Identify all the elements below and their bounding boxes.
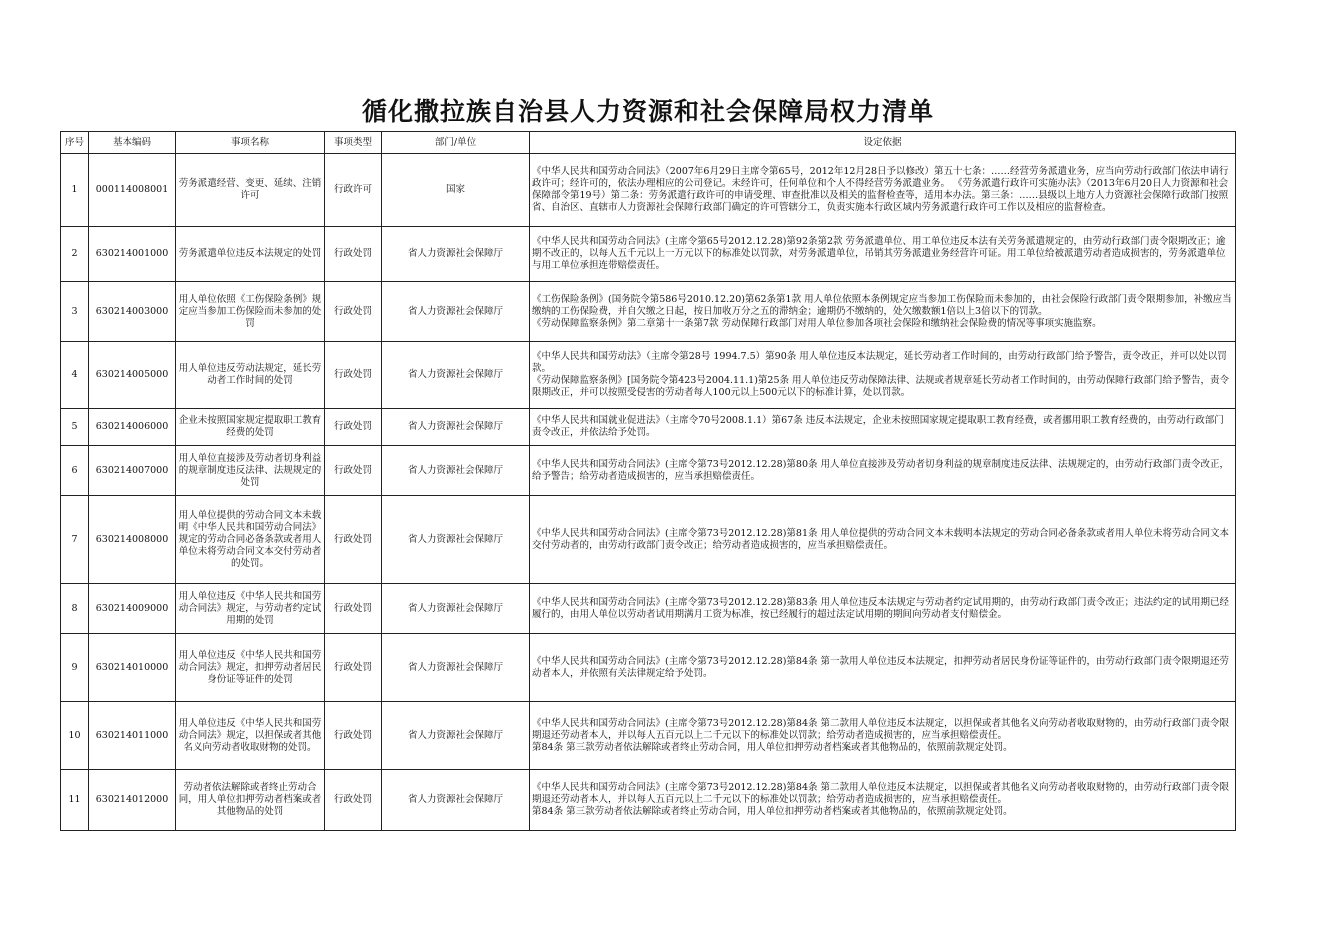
- row-type: 行政处罚: [325, 227, 382, 282]
- row-name: 企业未按照国家规定提取职工教育经费的处罚: [176, 409, 325, 446]
- table-row: [61, 154, 1236, 227]
- row-code: 000114008001: [89, 154, 176, 227]
- row-basis: 《中华人民共和国劳动合同法》(主席令第73号2012.12.28)第84条 第二款用人单位违反本法规定，以担保或者其他名义向劳动者收取财物的，由劳动行政部门责令限期退还劳动者本人，并以每人五百元以上二千元以下的标准处以罚款；给劳动者造成损害的，应当承担赔偿责任。 第84条 第三款劳动者依法解除或者终止劳动合同，用人单位扣押劳动者档案或者其他物品的，依照前款规定处罚。: [530, 702, 1236, 770]
- table-row: [61, 770, 1236, 831]
- row-basis: 《中华人民共和国劳动合同法》(主席令第73号2012.12.28)第80条 用人单位直接涉及劳动者切身利益的规章制度违反法律、法规规定的，由劳动行政部门责令改正，给予警告；给劳动者造成损害的，应当承担赔偿责任。: [530, 446, 1236, 496]
- col-header-name: 事项名称: [176, 132, 325, 154]
- row-basis: 《中华人民共和国劳动合同法》(主席令第73号2012.12.28)第84条 第一款用人单位违反本法规定，扣押劳动者居民身份证等证件的，由劳动行政部门责令限期退还劳动者本人，并依照有关法律规定给予处罚。: [530, 634, 1236, 702]
- row-dept: 省人力资源社会保障厅: [382, 227, 530, 282]
- row-dept: 省人力资源社会保障厅: [382, 282, 530, 342]
- row-name: 用人单位违反《中华人民共和国劳动合同法》规定，扣押劳动者居民身份证等证件的处罚: [176, 634, 325, 702]
- row-dept: 省人力资源社会保障厅: [382, 702, 530, 770]
- row-name: 用人单位直接涉及劳动者切身利益的规章制度违反法律、法规规定的处罚: [176, 446, 325, 496]
- row-no: 9: [61, 634, 89, 702]
- row-basis: 《工伤保险条例》(国务院令第586号2010.12.20)第62条第1款 用人单位依照本条例规定应当参加工伤保险而未参加的，由社会保险行政部门责令限期参加，补缴应当缴纳的工伤保险费，并自欠缴之日起，按日加收万分之五的滞纳金；逾期仍不缴纳的，处欠缴数额1倍以上3倍以下的罚款。 《劳动保障监察条例》第二章第十一条第7款 劳动保障行政部门对用人单位参加各项社会保险和缴纳社会保险费的情况等事项实施监察。: [530, 282, 1236, 342]
- row-no: 4: [61, 342, 89, 409]
- row-basis: 《中华人民共和国劳动合同法》(主席令第73号2012.12.28)第84条 第二款用人单位违反本法规定，以担保或者其他名义向劳动者收取财物的，由劳动行政部门责令限期退还劳动者本人，并以每人五百元以上二千元以下的标准处以罚款；给劳动者造成损害的，应当承担赔偿责任。 第84条 第三款劳动者依法解除或者终止劳动合同，用人单位扣押劳动者档案或者其他物品的，依照前款规定处罚。: [530, 770, 1236, 831]
- row-code: 630214003000: [89, 282, 176, 342]
- row-type: 行政处罚: [325, 702, 382, 770]
- row-basis: 《中华人民共和国劳动合同法》(主席令第65号2012.12.28)第92条第2款 劳务派遣单位、用工单位违反本法有关劳务派遣规定的，由劳动行政部门责令限期改正；逾期不改正的，以每人五千元以上一万元以下的标准处以罚款，对劳务派遣单位，吊销其劳务派遣业务经营许可证。用工单位给被派遣劳动者造成损害的，劳务派遣单位与用工单位承担连带赔偿责任。: [530, 227, 1236, 282]
- row-basis: 《中华人民共和国劳动合同法》(主席令第73号2012.12.28)第81条 用人单位提供的劳动合同文本未载明本法规定的劳动合同必备条款或者用人单位未将劳动合同文本交付劳动者的，由劳动行政部门责令改正；给劳动者造成损害的，应当承担赔偿责任。: [530, 496, 1236, 584]
- row-type: 行政许可: [325, 154, 382, 227]
- row-code: 630214011000: [89, 702, 176, 770]
- row-no: 5: [61, 409, 89, 446]
- row-name: 劳务派遣经营、变更、延续、注销许可: [176, 154, 325, 227]
- row-basis: 《中华人民共和国就业促进法》（主席令70号2008.1.1）第67条 违反本法规定，企业未按照国家规定提取职工教育经费，或者挪用职工教育经费的，由劳动行政部门责令改正，并依法给予处罚。: [530, 409, 1236, 446]
- row-basis: 《中华人民共和国劳动合同法》（2007年6月29日主席令第65号，2012年12月28日予以修改）第五十七条：……经营劳务派遣业务，应当向劳动行政部门依法申请行政许可；经许可的，依法办理相应的公司登记。未经许可，任何单位和个人不得经营劳务派遣业务。 《劳务派遣行政许可实施办法》（2013年6月20日人力资源和社会保障部令第19号）第二条：劳务派遣行政许可的申请受理、审查批准以及相关的监督检查等，适用本办法。第三条：……县级以上地方人力资源社会保障行政部门按照省、自治区、直辖市人力资源社会保障行政部门确定的许可管辖分工，负责实施本行政区域内劳务派遣行政许可工作以及相应的监督检查。: [530, 154, 1236, 227]
- row-no: 2: [61, 227, 89, 282]
- row-code: 630214006000: [89, 409, 176, 446]
- row-no: 7: [61, 496, 89, 584]
- row-code: 630214010000: [89, 634, 176, 702]
- table-row: [61, 634, 1236, 702]
- row-no: 3: [61, 282, 89, 342]
- row-dept: 省人力资源社会保障厅: [382, 584, 530, 634]
- row-dept: 省人力资源社会保障厅: [382, 634, 530, 702]
- row-dept: 省人力资源社会保障厅: [382, 496, 530, 584]
- row-type: 行政处罚: [325, 496, 382, 584]
- table-row: [61, 342, 1236, 409]
- power-list-table: [60, 131, 1236, 831]
- table-row: [61, 446, 1236, 496]
- row-type: 行政处罚: [325, 584, 382, 634]
- row-dept: 省人力资源社会保障厅: [382, 409, 530, 446]
- row-dept: 省人力资源社会保障厅: [382, 770, 530, 831]
- row-name: 劳务派遣单位违反本法规定的处罚: [176, 227, 325, 282]
- table-row: [61, 409, 1236, 446]
- row-code: 630214007000: [89, 446, 176, 496]
- col-header-basis: 设定依据: [530, 132, 1236, 154]
- row-name: 用人单位违反《中华人民共和国劳动合同法》规定，以担保或者其他名义向劳动者收取财物的处罚。: [176, 702, 325, 770]
- col-header-dept: 部门/单位: [382, 132, 530, 154]
- row-no: 1: [61, 154, 89, 227]
- row-type: 行政处罚: [325, 409, 382, 446]
- table-row: [61, 702, 1236, 770]
- col-header-type: 事项类型: [325, 132, 382, 154]
- col-header-code: 基本编码: [89, 132, 176, 154]
- row-dept: 省人力资源社会保障厅: [382, 342, 530, 409]
- row-code: 630214005000: [89, 342, 176, 409]
- row-dept: 国家: [382, 154, 530, 227]
- header-row: [61, 132, 1236, 154]
- row-name: 用人单位提供的劳动合同文本未载明《中华人民共和国劳动合同法》规定的劳动合同必备条款或者用人单位未将劳动合同文本交付劳动者的处罚。: [176, 496, 325, 584]
- table-row: [61, 496, 1236, 584]
- row-name: 用人单位违反劳动法规定，延长劳动者工作时间的处罚: [176, 342, 325, 409]
- row-type: 行政处罚: [325, 342, 382, 409]
- row-basis: 《中华人民共和国劳动合同法》(主席令第73号2012.12.28)第83条 用人单位违反本法规定与劳动者约定试用期的，由劳动行政部门责令改正；违法约定的试用期已经履行的，由用人单位以劳动者试用期满月工资为标准，按已经履行的超过法定试用期的期间向劳动者支付赔偿金。: [530, 584, 1236, 634]
- col-header-no: 序号: [61, 132, 89, 154]
- row-name: 用人单位违反《中华人民共和国劳动合同法》规定，与劳动者约定试用期的处罚: [176, 584, 325, 634]
- row-code: 630214001000: [89, 227, 176, 282]
- table-row: [61, 282, 1236, 342]
- row-no: 8: [61, 584, 89, 634]
- row-code: 630214009000: [89, 584, 176, 634]
- row-code: 630214012000: [89, 770, 176, 831]
- row-basis: 《中华人民共和国劳动法》（主席令第28号 1994.7.5）第90条 用人单位违反本法规定，延长劳动者工作时间的，由劳动行政部门给予警告，责令改正，并可以处以罚款。 《劳动保障监察条例》[国务院令第423号2004.11.1)第25条 用人单位违反劳动保障法律、法规或者规章延长劳动者工作时间的，由劳动保障行政部门给予警告，责令限期改正，并可以按照受侵害的劳动者每人100元以上500元以下的标准计算，处以罚款。: [530, 342, 1236, 409]
- row-code: 630214008000: [89, 496, 176, 584]
- row-no: 6: [61, 446, 89, 496]
- page-title: 循化撒拉族自治县人力资源和社会保障局权力清单: [361, 97, 934, 126]
- row-type: 行政处罚: [325, 770, 382, 831]
- row-no: 11: [61, 770, 89, 831]
- table-row: [61, 584, 1236, 634]
- row-dept: 省人力资源社会保障厅: [382, 446, 530, 496]
- row-type: 行政处罚: [325, 446, 382, 496]
- table-row: [61, 227, 1236, 282]
- row-name: 用人单位依照《工伤保险条例》规定应当参加工伤保险而未参加的处罚: [176, 282, 325, 342]
- row-type: 行政处罚: [325, 634, 382, 702]
- row-no: 10: [61, 702, 89, 770]
- row-type: 行政处罚: [325, 282, 382, 342]
- row-name: 劳动者依法解除或者终止劳动合同，用人单位扣押劳动者档案或者其他物品的处罚: [176, 770, 325, 831]
